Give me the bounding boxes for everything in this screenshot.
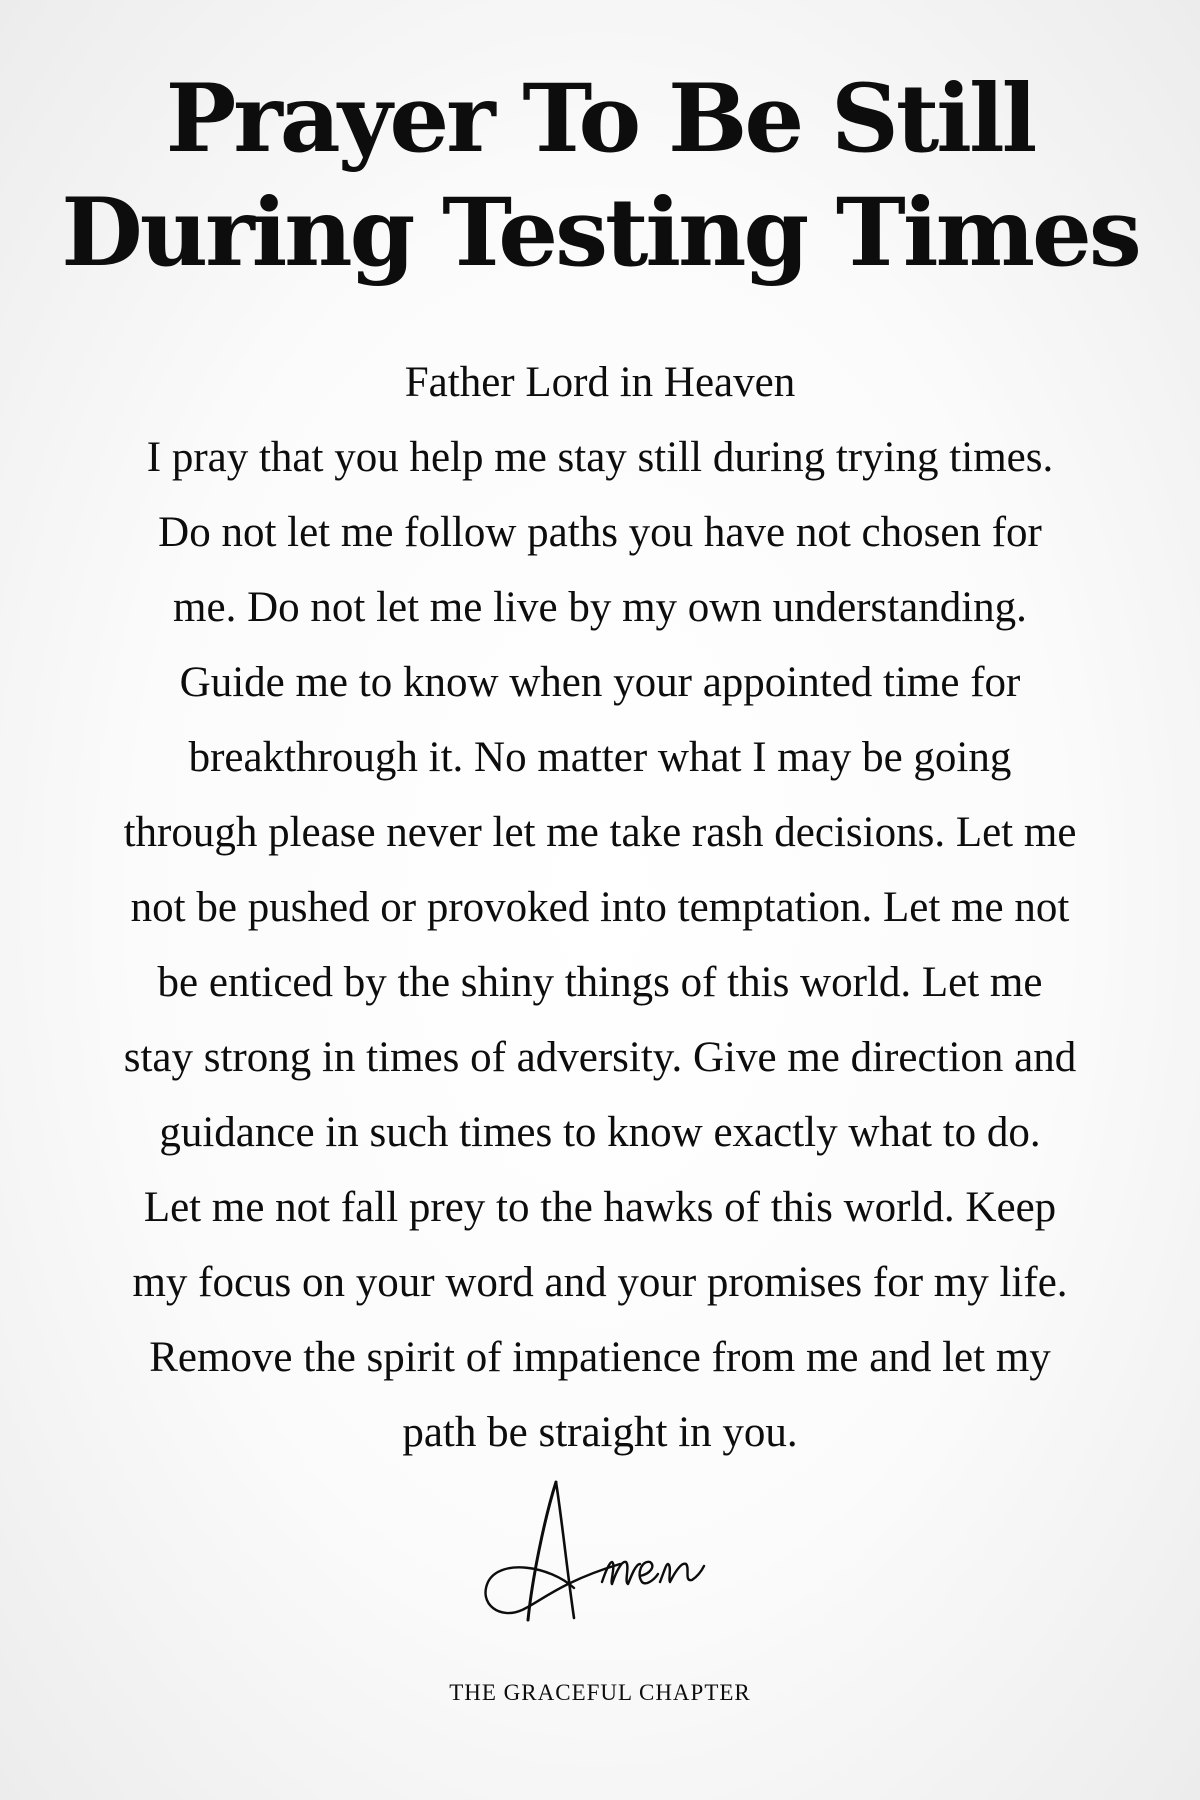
title-line-2: During Testing Times xyxy=(61,178,1139,288)
prayer-line: Remove the spirit of impatience from me and let my xyxy=(149,1334,1051,1381)
prayer-line: my focus on your word and your promises for my life. xyxy=(132,1259,1068,1306)
prayer-line: not be pushed or provoked into temptation. Let me not xyxy=(130,884,1070,931)
prayer-line: Father Lord in Heaven xyxy=(404,359,796,406)
amen-signature xyxy=(470,1470,730,1635)
prayer-line: Let me not fall prey to the hawks of this world. Keep xyxy=(143,1184,1057,1231)
prayer-line: through please never let me take rash decisions. Let me xyxy=(123,809,1077,856)
prayer-line: be enticed by the shiny things of this world. Let me xyxy=(157,959,1043,1006)
prayer-body xyxy=(30,345,1170,1470)
prayer-line: Guide me to know when your appointed time for xyxy=(179,659,1021,706)
page-title xyxy=(0,62,1200,290)
prayer-line: path be straight in you. xyxy=(402,1409,798,1456)
prayer-line: stay strong in times of adversity. Give me direction and xyxy=(123,1034,1077,1081)
prayer-line: me. Do not let me live by my own understanding. xyxy=(173,584,1027,631)
prayer-line: breakthrough it. No matter what I may be going xyxy=(188,734,1012,781)
prayer-line: Do not let me follow paths you have not chosen for xyxy=(158,509,1042,556)
prayer-line: I pray that you help me stay still during trying times. xyxy=(146,434,1054,481)
title-line-1: Prayer To Be Still xyxy=(165,64,1035,174)
prayer-line: guidance in such times to know exactly what to do. xyxy=(159,1109,1041,1156)
brand-footer: THE GRACEFUL CHAPTER xyxy=(449,1680,751,1705)
